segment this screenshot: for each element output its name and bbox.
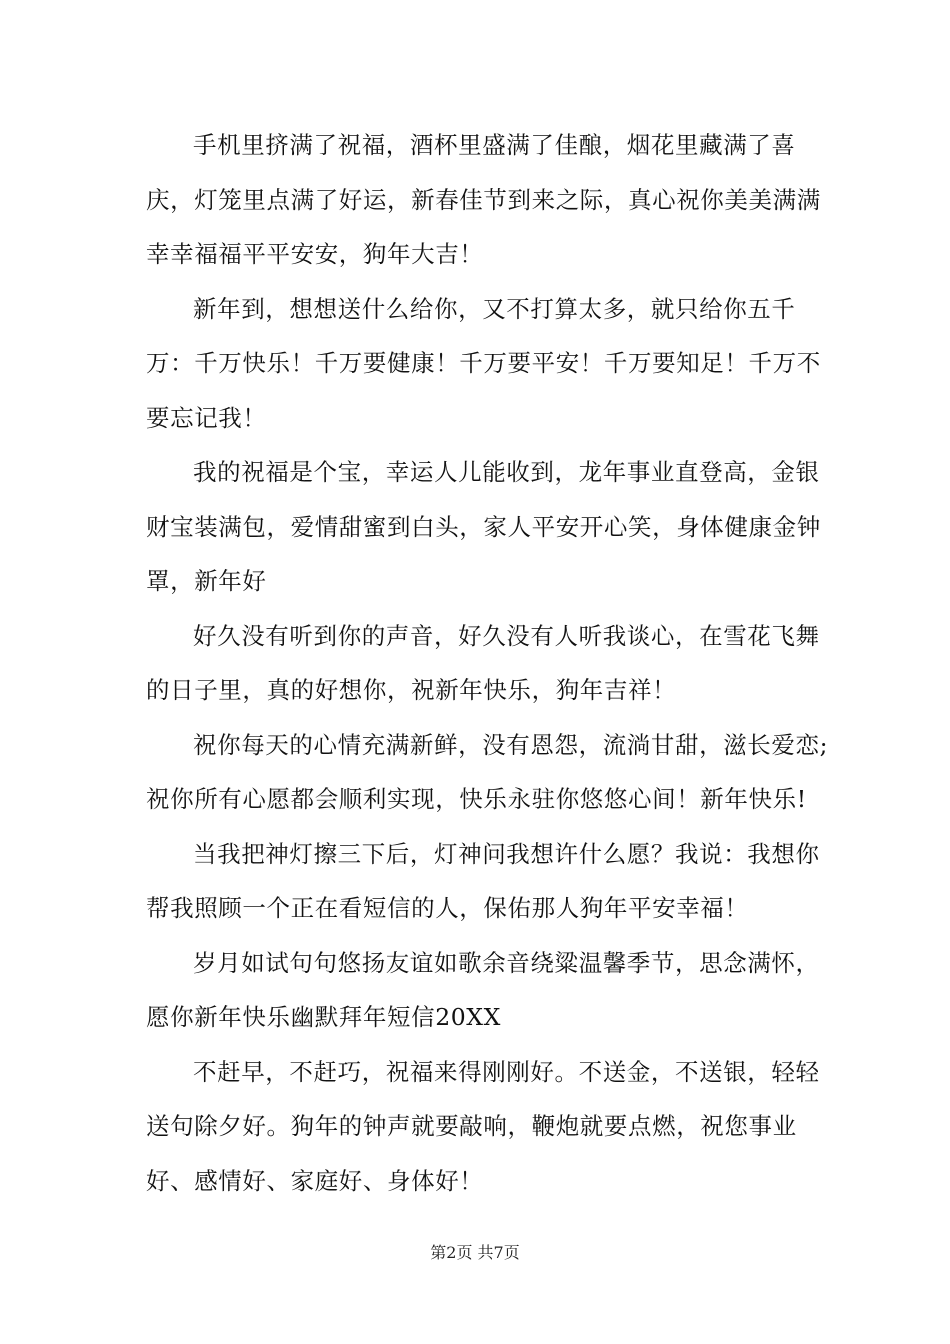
paragraph: 好久没有听到你的声音，好久没有人听我谈心，在雪花飞舞的日子里，真的好想你，祝新年快乐，狗年吉祥！ [146, 621, 820, 704]
paragraph: 不赶早，不赶巧，祝福来得刚刚好。不送金，不送银，轻轻送句除夕好。狗年的钟声就要敲响，鞭炮就要点燃，祝您事业好、感情好、家庭好、身体好！ [146, 1057, 820, 1195]
paragraph: 我的祝福是个宝，幸运人儿能收到，龙年事业直登高，金银财宝装满包，爱情甜蜜到白头，家人平安开心笑，身体健康金钟罩，新年好 [146, 458, 821, 595]
paragraph: 祝你每天的心情充满新鲜，没有恩怨，流淌甘甜，滋长爱恋;祝你所有心愿都会顺利实现，快乐永驻你悠悠心间！新年快乐! [146, 730, 829, 813]
paragraph: 新年到，想想送什么给你，又不打算太多，就只给你五千万：千万快乐！千万要健康！千万要平安！千万要知足！千万不要忘记我！ [146, 294, 821, 432]
paragraph: 手机里挤满了祝福，酒杯里盛满了佳酿，烟花里藏满了喜庆，灯笼里点满了好运，新春佳节到来之际，真心祝你美美满满幸幸福福平平安安，狗年大吉！ [146, 131, 821, 268]
page-footer: 第2页 共7页 [430, 1243, 520, 1262]
document-body [146, 118, 832, 1208]
paragraph: 岁月如试句句悠扬友谊如歌余音绕粱温馨季节，思念满怀，愿你新年快乐幽默拜年短信20XX [146, 948, 820, 1031]
paragraph: 当我把神灯擦三下后，灯神问我想许什么愿？我说：我想你帮我照顾一个正在看短信的人，保佑那人狗年平安幸福！ [146, 839, 820, 922]
